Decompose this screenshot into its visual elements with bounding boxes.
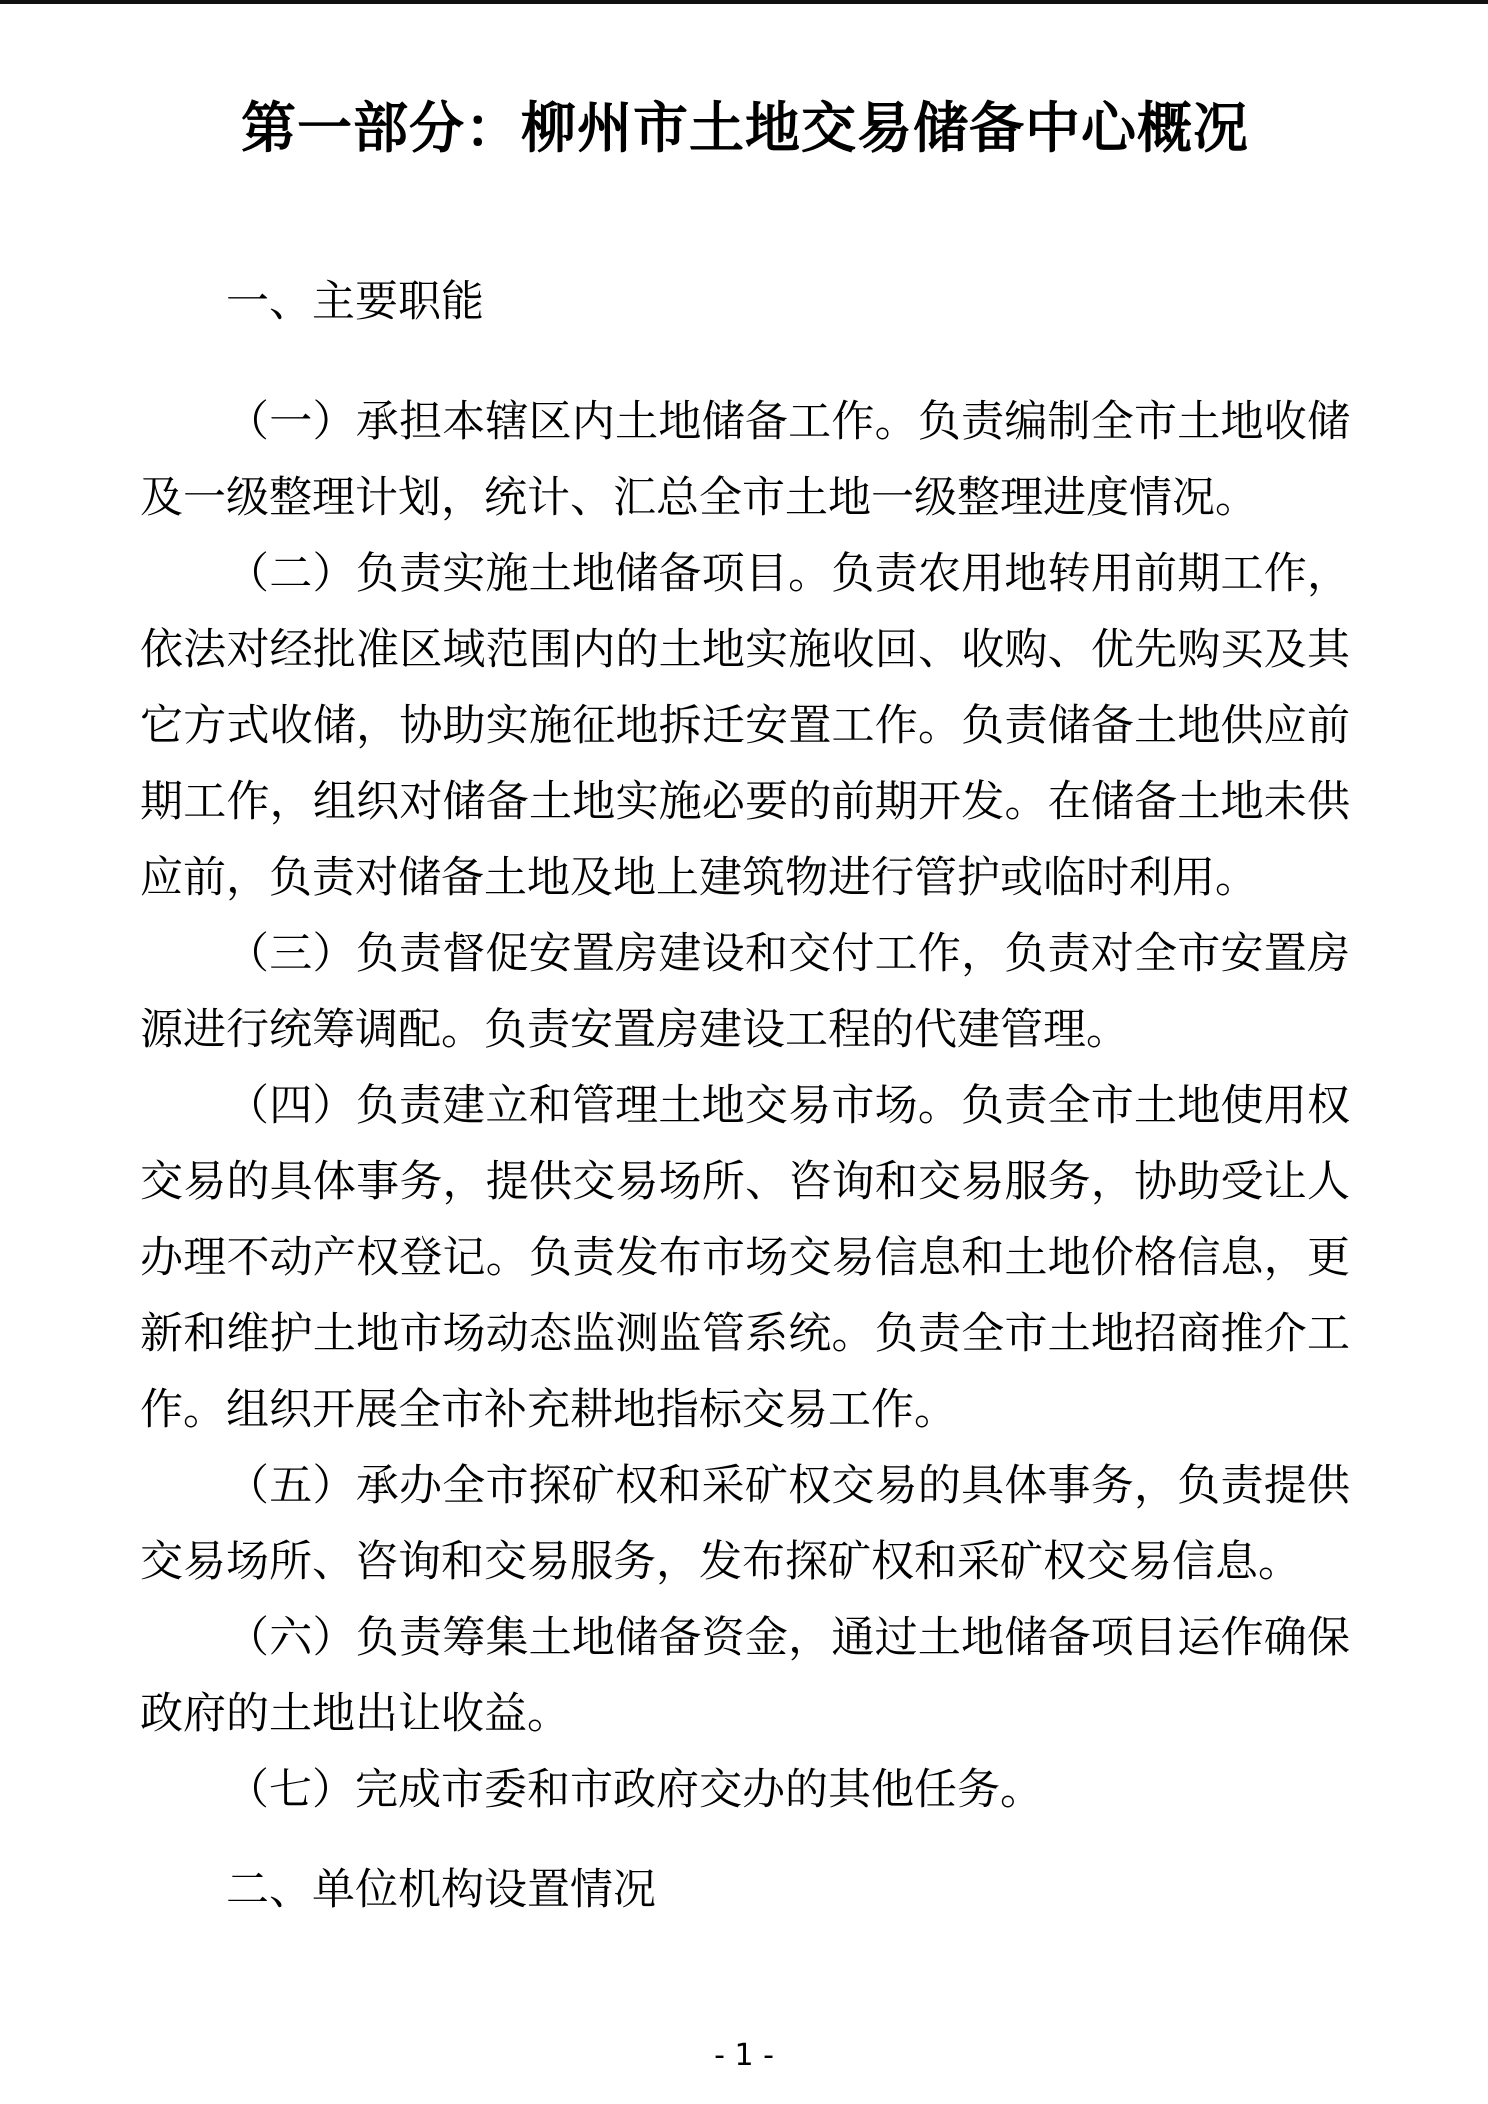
paragraph-item-2: （二）负责实施土地储备项目。负责农用地转用前期工作，依法对经批准区域范围内的土地实施收回、收购、优先购买及其它方式收储，协助实施征地拆迁安置工作。负责储备土地供应前期工作，组织对储备土地实施必要的前期开发。在储备土地未供应前，负责对储备土地及地上建筑物进行管护或临时利用。 [140,549,1350,903]
paragraph-item-3: （三）负责督促安置房建设和交付工作，负责对全市安置房源进行统筹调配。负责安置房建设工程的代建管理。 [140,929,1350,1055]
paragraph-item-1: （一）承担本辖区内土地储备工作。负责编制全市土地收储及一级整理计划，统计、汇总全市土地一级整理进度情况。 [140,397,1350,523]
paragraph-item-4: （四）负责建立和管理土地交易市场。负责全市土地使用权交易的具体事务，提供交易场所、咨询和交易服务，协助受让人办理不动产权登记。负责发布市场交易信息和土地价格信息，更新和维护土地市场动态监测监管系统。负责全市土地招商推介工作。组织开展全市补充耕地指标交易工作。 [140,1081,1350,1435]
scan-edge-artifact [0,0,1488,4]
paragraph-item-7: （七）完成市委和市政府交办的其他任务。 [226,1765,1043,1815]
document-title: 第一部分：柳州市土地交易储备中心概况 [240,96,1249,160]
section-body-main-functions [140,384,1350,1828]
paragraph-item-6: （六）负责筹集土地储备资金，通过土地储备项目运作确保政府的土地出让收益。 [140,1613,1350,1739]
page-number: - 1 - [714,2038,774,2073]
paragraph-item-5: （五）承办全市探矿权和采矿权交易的具体事务，负责提供交易场所、咨询和交易服务，发布探矿权和采矿权交易信息。 [140,1461,1350,1587]
section-heading-main-functions: 一、主要职能 [226,277,484,327]
section-heading-organization-setup: 二、单位机构设置情况 [226,1865,656,1915]
